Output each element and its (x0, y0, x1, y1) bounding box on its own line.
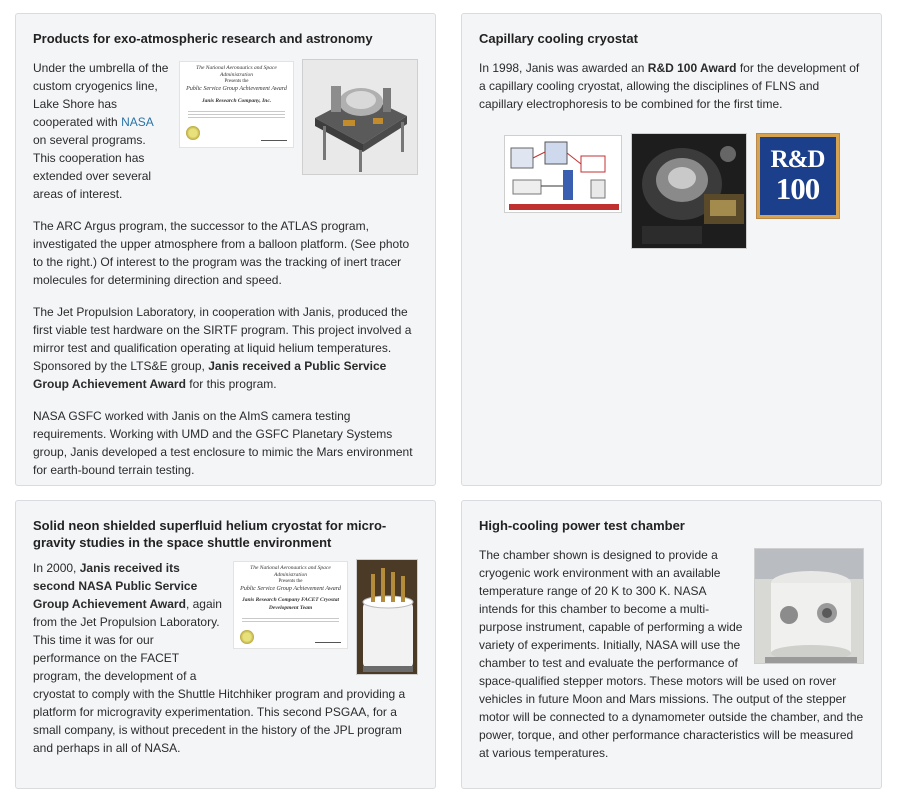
image-group (754, 548, 864, 664)
card-title: High-cooling power test chamber (479, 518, 685, 533)
facet-cryostat-photo (356, 559, 418, 675)
test-chamber-photo (754, 548, 864, 664)
card-neon-cryostat (15, 500, 436, 789)
paragraph-sirtf: The Jet Propulsion Laboratory, in cooperation with Janis, produced the first viable test hardware on the SIRTF program. This project involved a mirror test and qualification operating at liquid helium temperatures. Sponsored by the LTS&E group, Janis received a Public Service Group Achievement Award for this program. (33, 305, 412, 391)
nasa-award-certificate-image: The National Aeronautics and Space Administration Presents the Public Service Group Achievement Award Janis Research Company, Inc. (179, 61, 294, 148)
image-group (479, 133, 864, 249)
card-title: Capillary cooling cryostat (479, 31, 638, 46)
card-capillary-cryostat (461, 13, 882, 486)
rd100-logo-top: R&D (770, 146, 825, 173)
paragraph-capillary: In 1998, Janis was awarded an R&D 100 Award for the development of a capillary cooling cryostat, allowing the disciplines of FLNS and capillary electrophoresis to be combined for the first time. (479, 61, 860, 111)
card-exo-atmospheric (15, 13, 436, 486)
nasa-link[interactable]: NASA (121, 115, 154, 129)
paragraph-chamber: The chamber shown is designed to provide a cryogenic work environment with an available temperature range of 20 K to 300 K. NASA intends for this chamber to become a multi-purpose instrument, capable of performing a wide variety of experiments. Initially, NASA will use the chamber to test and evaluate the performance of space-qualified stepper motors. These motors will be used on rover vehicles in future Moon and Mars missions. The output of the stepper motor will be connected to a dynamometer outside the chamber, and the power, torque, and other performance characteristics will be measured at various temperatures. (479, 548, 864, 760)
paragraph-neon: In 2000, Janis received its second NASA Public Service Group Achievement Award, again from the Jet Propulsion Laboratory. This time it was for our performance on the FACET program, the development of a cryostat to comply with the Shuttle Hitchhiker program and providing a platform for microgravity experimentation. This second PSGAA, for a small company, is without precedent in the history of the JPL program and perhaps in all of NASA. (33, 561, 406, 755)
card-title: Solid neon shielded superfluid helium cryostat for micro-gravity studies in the space shuttle environment (33, 518, 387, 550)
argus-hardware-photo (302, 59, 418, 175)
paragraph-gsfc: NASA GSFC worked with Janis on the AImS camera testing requirements. Working with UMD and the GSFC Planetary Systems group, Janis developed a test enclosure to mimic the Mars environment for earth-bound terrain testing. (33, 409, 413, 477)
rd100-award-logo (756, 133, 840, 219)
image-group (179, 59, 418, 175)
paragraph-intro: Under the umbrella of the custom cryogenics line, Lake Shore has cooperated with NASA on several programs. This cooperation has extended over several areas of interest. (33, 61, 169, 201)
paragraph-argus: The ARC Argus program, the successor to the ATLAS program, investigated the upper atmosphere from a balloon platform. (See photo to the right.) Of interest to the program was the tracking of inert tracer molecules for determining direction and speed. (33, 219, 410, 287)
nasa-award-certificate-image: The National Aeronautics and Space Administration Presents the Public Service Group Achievement Award Janis Research Company FACET Cryostat Development Team (233, 561, 348, 649)
rd100-logo-bottom: 100 (775, 171, 820, 206)
card-title: Products for exo-atmospheric research and astronomy (33, 31, 373, 46)
cryostat-diagram-image (504, 135, 622, 213)
card-test-chamber (461, 500, 882, 789)
cryostat-lab-photo (631, 133, 747, 249)
image-group (233, 559, 418, 675)
